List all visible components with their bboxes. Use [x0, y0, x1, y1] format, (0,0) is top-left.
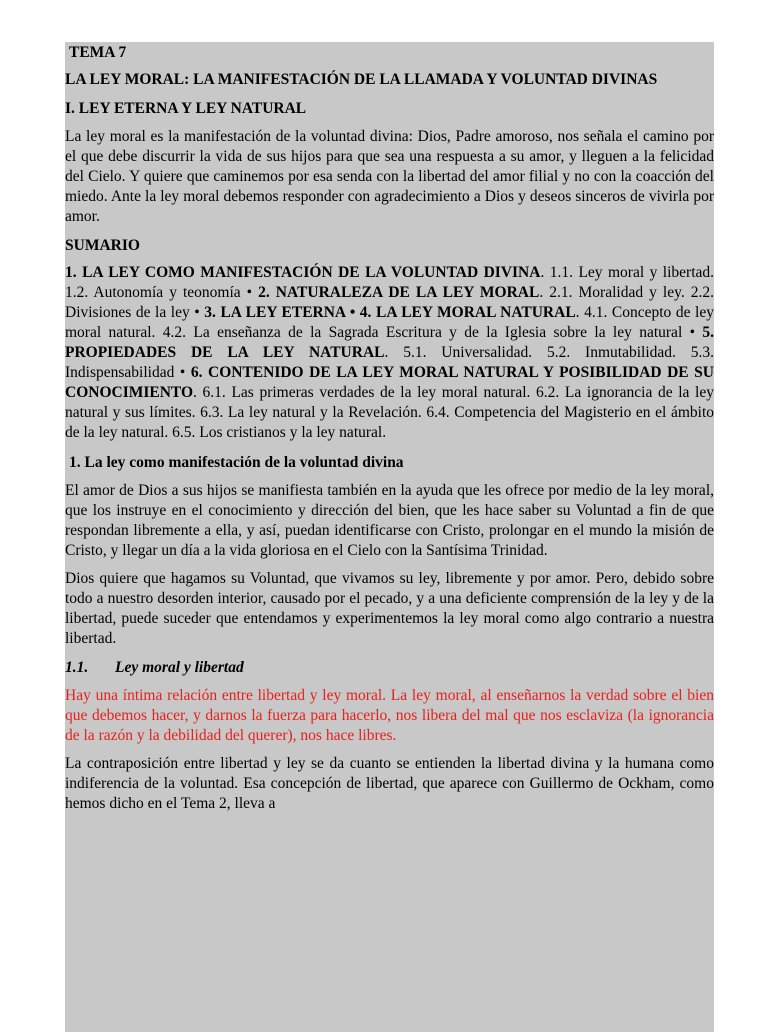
- subsubsection-heading: [65, 658, 714, 678]
- document-title: LA LEY MORAL: LA MANIFESTACIÓN DE LA LLAMADA Y VOLUNTAD DIVINAS: [65, 71, 658, 88]
- paragraph-1: El amor de Dios a sus hijos se manifiesta también en la ayuda que les ofrece por medio de la ley moral, que los instruye en el conocimiento y dirección del bien, que les hace saber su Voluntad a fin de que respondan libremente a ella, y así, puedan identificarse con Cristo, prolongar en el mundo la misión de Cristo, y llegar un día a la vida gloriosa en el Cielo con la Santísima Trinidad.: [65, 482, 714, 559]
- paragraph-3: La contraposición entre libertad y ley se da cuanto se entienden la libertad divina y la humana como indiferencia de la voluntad. Esa concepción de libertad, que aparece con Guillermo de Ockham, como hemos dicho en el Tema 2, lleva a: [65, 755, 714, 812]
- sumario-section-title: 5. PROPIEDADES DE LA LEY NATURAL: [65, 324, 714, 361]
- sumario-section-title: 1. LA LEY COMO MANIFESTACIÓN DE LA VOLUNTAD DIVINA: [65, 264, 541, 281]
- highlighted-paragraph: Hay una íntima relación entre libertad y ley moral. La ley moral, al enseñarnos la verdad sobre el bien que debemos hacer, y darnos la fuerza para hacerlo, nos libera del mal que nos esclaviza (la ignorancia de la razón y la debilidad del querer), nos hace libres.: [65, 687, 714, 744]
- subsubsection-title: Ley moral y libertad: [115, 659, 244, 676]
- sumario-paragraph: [65, 263, 714, 443]
- sumario-subsections: . 6.1. Las primeras verdades de la ley moral natural. 6.2. La ignorancia de la ley natural y sus límites. 6.3. La ley natural y la Revelación. 6.4. Competencia del Magisterio en el ámbito de la ley natural. 6.5. Los cristianos y la ley natural.: [65, 384, 714, 441]
- intro-paragraph: La ley moral es la manifestación de la voluntad divina: Dios, Padre amoroso, nos señala el camino por el que debe discurrir la vida de sus hijos para que sea una respuesta a su amor, y lleguen a la felicidad del Cielo. Y quiere que caminemos por esa senda con la libertad del amor filial y no con la coacción del miedo. Ante la ley moral debemos responder con agradecimiento a Dios y deseos sinceros de vivirla por amor.: [65, 128, 714, 225]
- sumario-section-title: 6. CONTENIDO DE LA LEY MORAL NATURAL Y POSIBILIDAD DE SU CONOCIMIENTO: [65, 364, 714, 401]
- sumario-subsections: . 5.1. Universalidad. 5.2. Inmutabilidad. 5.3. Indispensabilidad •: [65, 344, 714, 381]
- tema-label: TEMA 7: [69, 44, 127, 61]
- section-heading: I. LEY ETERNA Y LEY NATURAL: [65, 100, 307, 117]
- document-page: [65, 42, 714, 1032]
- sumario-subsections: . 2.1. Moralidad y ley. 2.2. Divisiones de la ley •: [65, 284, 714, 321]
- sumario-heading: SUMARIO: [65, 237, 140, 254]
- subsection-heading: 1. La ley como manifestación de la voluntad divina: [69, 454, 404, 471]
- document-content: [65, 43, 714, 814]
- paragraph-2: Dios quiere que hagamos su Voluntad, que vivamos su ley, libremente y por amor. Pero, debido sobre todo a nuestro desorden interior, causado por el pecado, y a una deficiente comprensión de la ley y de la libertad, puede suceder que entendamos y experimentemos la ley moral como algo contrario a nuestra libertad.: [65, 570, 714, 647]
- sumario-section-title: 2. NATURALEZA DE LA LEY MORAL: [258, 284, 540, 301]
- sumario-subsections: . 4.1. Concepto de ley moral natural. 4.2. La enseñanza de la Sagrada Escritura y de la Iglesia sobre la ley natural •: [65, 304, 714, 341]
- sumario-section-title: 3. LA LEY ETERNA • 4. LA LEY MORAL NATURAL: [204, 304, 576, 321]
- subsubsection-number: 1.1.: [65, 659, 89, 676]
- sumario-subsections: . 1.1. Ley moral y libertad. 1.2. Autonomía y teonomía •: [65, 264, 714, 301]
